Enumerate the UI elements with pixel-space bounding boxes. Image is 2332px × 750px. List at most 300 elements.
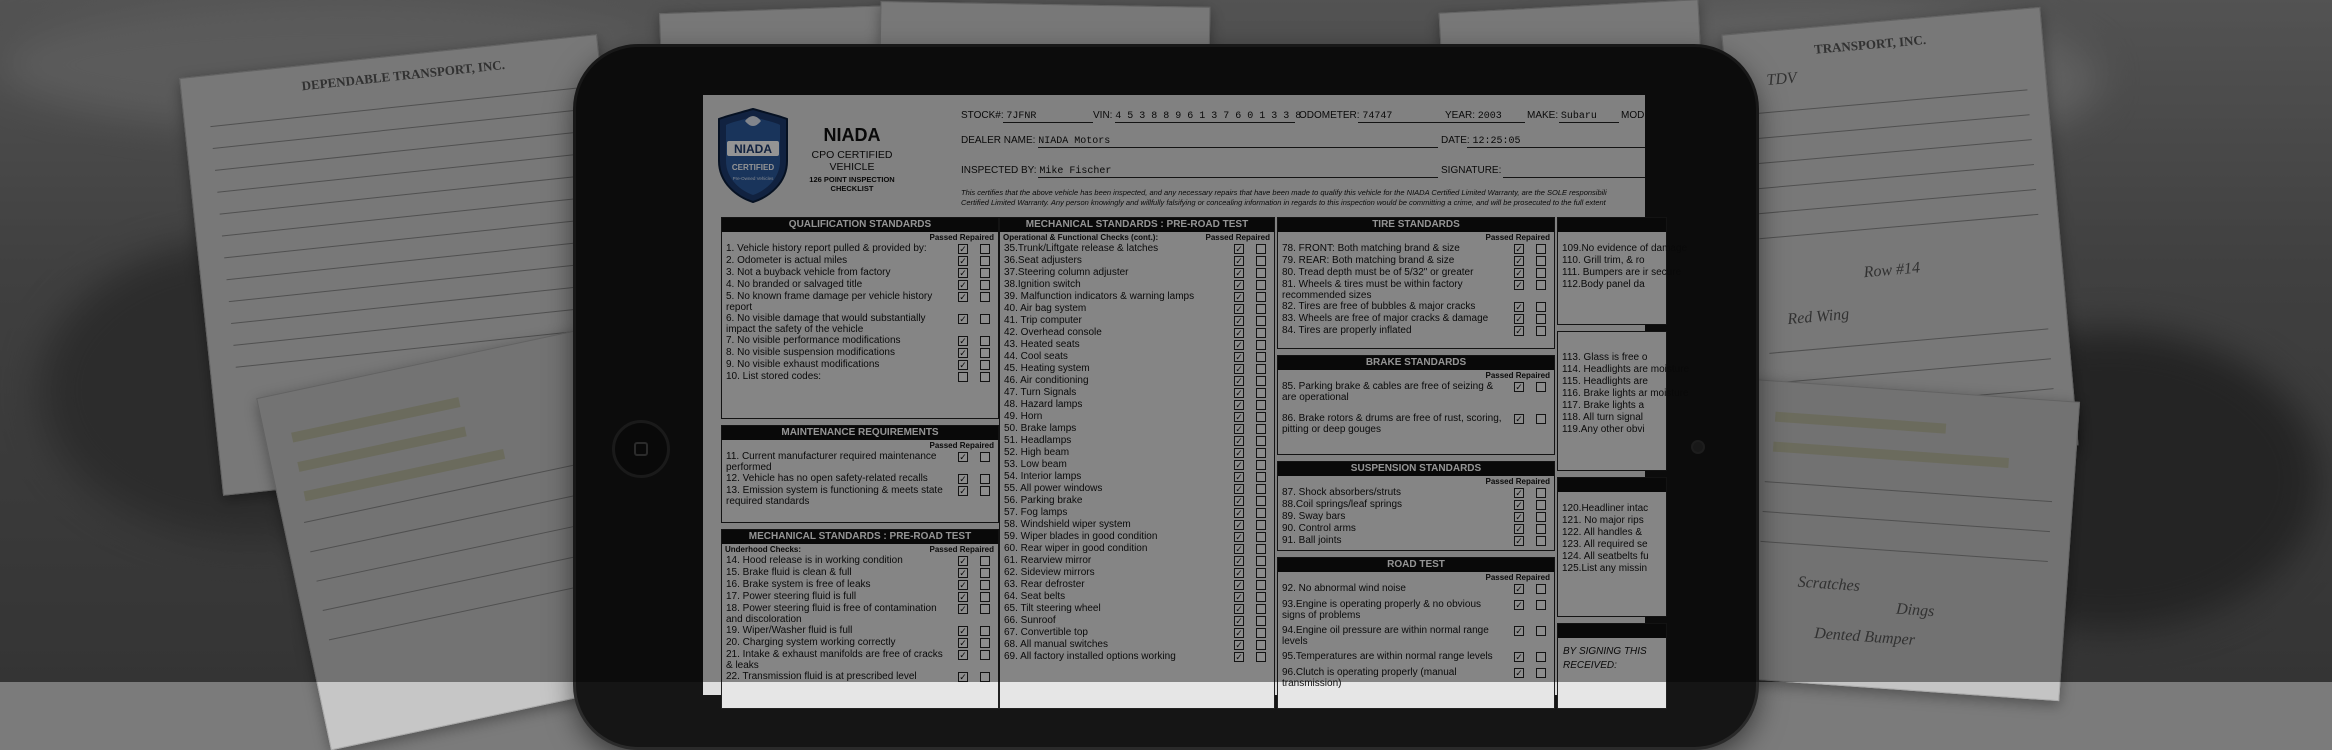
checklist-item-label: 78. FRONT: Both matching brand & size	[1282, 243, 1460, 254]
passed-checkbox[interactable]: ✓	[1235, 424, 1243, 434]
repaired-checkbox[interactable]	[980, 348, 990, 358]
repaired-checkbox[interactable]	[1256, 376, 1266, 386]
checklist-item	[1278, 381, 1554, 403]
passed-checkbox[interactable]: ✓	[959, 360, 967, 370]
repaired-checkbox[interactable]	[980, 580, 990, 590]
checklist-item-label: 37.Steering column adjuster	[1004, 267, 1129, 278]
repaired-checkbox[interactable]	[980, 650, 990, 660]
handwriting-note: TDV	[1765, 69, 1798, 89]
repaired-checkbox[interactable]	[980, 556, 990, 566]
passed-checkbox[interactable]: ✓	[1235, 628, 1243, 638]
checklist-item	[1000, 459, 1274, 471]
repaired-checkbox[interactable]	[1536, 512, 1546, 522]
repaired-checkbox[interactable]	[1536, 280, 1546, 290]
checklist-item-label: 7. No visible performance modifications	[726, 335, 901, 346]
passed-checkbox[interactable]: ✓	[1235, 388, 1243, 398]
repaired-checkbox[interactable]	[1536, 584, 1546, 594]
passed-checkbox[interactable]: ✓	[1235, 556, 1243, 566]
passed-checkbox[interactable]: ✓	[959, 604, 967, 614]
repaired-checkbox[interactable]	[980, 638, 990, 648]
repaired-checkbox[interactable]	[980, 568, 990, 578]
checklist-item	[722, 567, 998, 579]
section-title: QUALIFICATION STANDARDS	[722, 218, 998, 232]
repaired-checkbox[interactable]	[1536, 314, 1546, 324]
dealer-value[interactable]: NIADA Motors	[1038, 136, 1111, 147]
checklist-item-label: 86. Brake rotors & drums are free of rust, scoring, pitting or deep gouges	[1282, 413, 1502, 435]
passed-checkbox[interactable]: ✓	[1515, 488, 1523, 498]
repaired-checkbox[interactable]	[1256, 616, 1266, 626]
checklist-item	[1000, 579, 1274, 591]
passed-checkbox[interactable]: ✓	[959, 486, 967, 496]
passed-checkbox[interactable]: ✓	[1515, 280, 1523, 290]
section-subtitle: Underhood Checks:	[725, 545, 802, 554]
passed-checkbox[interactable]	[958, 372, 968, 382]
checklist-item	[1278, 325, 1554, 337]
checklist-item	[1558, 243, 1688, 255]
repaired-checkbox[interactable]	[1256, 352, 1266, 362]
repaired-checkbox[interactable]	[1256, 280, 1266, 290]
passed-checkbox[interactable]: ✓	[1515, 536, 1523, 546]
passed-checkbox[interactable]: ✓	[1235, 328, 1243, 338]
checklist-item-label: 62. Sideview mirrors	[1004, 567, 1095, 578]
checklist-item	[1278, 243, 1554, 255]
passed-checkbox[interactable]: ✓	[1235, 652, 1243, 662]
checklist-item-label: 4. No branded or salvaged title	[726, 279, 863, 290]
checklist-item-label: 52. High beam	[1004, 447, 1070, 458]
passed-checkbox[interactable]: ✓	[959, 244, 967, 254]
checklist-item	[1000, 651, 1274, 663]
checklist-item-label: 40. Air bag system	[1004, 303, 1087, 314]
checklist-item-label: 53. Low beam	[1004, 459, 1067, 470]
passed-checkbox[interactable]: ✓	[1235, 472, 1243, 482]
passed-checkbox[interactable]: ✓	[1515, 256, 1523, 266]
repaired-checkbox[interactable]	[1256, 328, 1266, 338]
passed-checkbox[interactable]: ✓	[1515, 512, 1523, 522]
checklist-item	[722, 637, 998, 649]
checklist-item-label: 6. No visible damage that would substantially impact the safety of the vehicle	[726, 313, 926, 335]
handwriting-note: Scratches	[1797, 573, 1861, 595]
checklist-item-label: 115. Headlights are	[1562, 376, 1648, 387]
checklist-item	[1278, 599, 1554, 621]
passed-checkbox[interactable]: ✓	[1515, 244, 1523, 254]
repaired-checkbox[interactable]	[1256, 244, 1266, 254]
section-title: BRAKE STANDARDS	[1278, 356, 1554, 370]
logo-text-certified: CERTIFIED	[731, 163, 775, 172]
passed-checkbox[interactable]: ✓	[1235, 544, 1243, 554]
passed-checkbox[interactable]: ✓	[959, 638, 967, 648]
checklist-item	[1000, 531, 1274, 543]
passed-checkbox[interactable]: ✓	[1235, 256, 1243, 266]
checklist-item	[1000, 603, 1274, 615]
repaired-checkbox[interactable]	[980, 336, 990, 346]
checklist-item	[1000, 255, 1274, 267]
checklist-item	[1000, 435, 1274, 447]
passed-checkbox[interactable]: ✓	[1235, 640, 1243, 650]
passed-checkbox[interactable]: ✓	[1515, 268, 1523, 278]
passed-checkbox[interactable]: ✓	[1235, 532, 1243, 542]
passed-checkbox[interactable]: ✓	[1515, 600, 1523, 610]
passed-checkbox[interactable]: ✓	[1235, 400, 1243, 410]
repaired-checkbox[interactable]	[1256, 508, 1266, 518]
passed-checkbox[interactable]: ✓	[959, 268, 967, 278]
repaired-checkbox[interactable]	[1536, 244, 1546, 254]
checklist-item	[722, 603, 998, 625]
passed-checkbox[interactable]: ✓	[1515, 302, 1523, 312]
checklist-item-label: 8. No visible suspension modifications	[726, 347, 895, 358]
date-value[interactable]: 12:25:05	[1472, 136, 1521, 147]
checklist-item-label: 92. No abnormal wind noise	[1282, 583, 1406, 594]
checklist-item-label: 60. Rear wiper in good condition	[1004, 543, 1148, 554]
repaired-checkbox[interactable]	[980, 292, 990, 302]
repaired-checkbox[interactable]	[1256, 292, 1266, 302]
tablet-screen	[703, 95, 1690, 695]
checklist-item	[722, 267, 998, 279]
checklist-item	[1278, 535, 1554, 547]
passed-checkbox[interactable]: ✓	[1235, 568, 1243, 578]
checklist-item-label: 67. Convertible top	[1004, 627, 1088, 638]
repaired-checkbox[interactable]	[1536, 600, 1546, 610]
repaired-checkbox[interactable]	[1536, 536, 1546, 546]
repaired-checkbox[interactable]	[1256, 520, 1266, 530]
repaired-checkbox[interactable]	[1536, 652, 1546, 662]
passed-repaired-header: Passed Repaired	[1205, 233, 1270, 242]
checklist-item-label: 36.Seat adjusters	[1004, 255, 1082, 266]
repaired-checkbox[interactable]	[980, 452, 990, 462]
qualification-standards-section	[721, 217, 999, 419]
passed-checkbox[interactable]: ✓	[1235, 616, 1243, 626]
repaired-checkbox[interactable]	[1256, 340, 1266, 350]
repaired-checkbox[interactable]	[1256, 256, 1266, 266]
checklist-item-label: 19. Wiper/Washer fluid is full	[726, 625, 853, 636]
checklist-item-label: 95.Temperatures are within normal range levels	[1282, 651, 1493, 662]
checklist-item-label: 42. Overhead console	[1004, 327, 1102, 338]
repaired-checkbox[interactable]	[980, 244, 990, 254]
repaired-checkbox[interactable]	[1256, 640, 1266, 650]
checklist-item-label: 16. Brake system is free of leaks	[726, 579, 871, 590]
tire-standards-section	[1277, 217, 1555, 349]
checklist-item	[1000, 363, 1274, 375]
checklist-item-label: 122. All handles &	[1562, 527, 1643, 538]
passed-repaired-header: Passed Repaired	[1485, 233, 1550, 242]
passed-checkbox[interactable]: ✓	[1235, 580, 1243, 590]
section-title: MAINTENANCE REQUIREMENTS	[722, 426, 998, 440]
repaired-checkbox[interactable]	[1536, 256, 1546, 266]
checklist-item-label: 9. No visible exhaust modifications	[726, 359, 880, 370]
repaired-checkbox[interactable]	[980, 486, 990, 496]
inspection-checklist-form	[703, 95, 1690, 695]
checklist-item	[722, 243, 998, 255]
repaired-checkbox[interactable]	[1536, 524, 1546, 534]
checklist-item	[1000, 471, 1274, 483]
checklist-item	[1000, 483, 1274, 495]
checklist-item	[1000, 327, 1274, 339]
checklist-item-label: 48. Hazard lamps	[1004, 399, 1083, 410]
checklist-item	[1000, 351, 1274, 363]
checklist-item-label: 79. REAR: Both matching brand & size	[1282, 255, 1455, 266]
repaired-checkbox[interactable]	[1256, 580, 1266, 590]
checklist-item	[1000, 543, 1274, 555]
repaired-checkbox[interactable]	[1256, 268, 1266, 278]
repaired-checkbox[interactable]	[1256, 304, 1266, 314]
checklist-item	[722, 485, 998, 507]
repaired-checkbox[interactable]	[1536, 382, 1546, 392]
passed-checkbox[interactable]: ✓	[1235, 292, 1243, 302]
checklist-item-label: 66. Sunroof	[1004, 615, 1056, 626]
checklist-item-label: 41. Trip computer	[1004, 315, 1082, 326]
passed-checkbox[interactable]: ✓	[959, 292, 967, 302]
passed-checkbox[interactable]: ✓	[959, 314, 967, 324]
passed-checkbox[interactable]: ✓	[959, 626, 967, 636]
repaired-checkbox[interactable]	[1256, 604, 1266, 614]
passed-checkbox[interactable]: ✓	[959, 592, 967, 602]
checklist-item-label: 124. All seatbelts fu	[1562, 551, 1649, 562]
repaired-checkbox[interactable]	[1256, 412, 1266, 422]
repaired-checkbox[interactable]	[1536, 268, 1546, 278]
checklist-item-label: 118. All turn signal	[1562, 412, 1643, 423]
repaired-checkbox[interactable]	[980, 604, 990, 614]
checklist-item	[1000, 615, 1274, 627]
checklist-item-label: 12. Vehicle has no open safety-related recalls	[726, 473, 928, 484]
repaired-checkbox[interactable]	[1256, 424, 1266, 434]
checklist-item	[1278, 625, 1554, 647]
checklist-item-label: 87. Shock absorbers/struts	[1282, 487, 1401, 498]
repaired-checkbox[interactable]	[1256, 556, 1266, 566]
passed-checkbox[interactable]: ✓	[959, 348, 967, 358]
checklist-item	[1000, 303, 1274, 315]
odometer-field	[1299, 110, 1392, 122]
passed-checkbox[interactable]: ✓	[959, 474, 967, 484]
repaired-checkbox[interactable]	[1536, 414, 1546, 424]
passed-checkbox[interactable]: ✓	[1235, 364, 1243, 374]
signature-field	[1441, 165, 1501, 176]
mechanical-standards-functional-section	[999, 217, 1275, 709]
repaired-checkbox[interactable]	[1256, 316, 1266, 326]
checklist-item	[1000, 567, 1274, 579]
checklist-item-label: 59. Wiper blades in good condition	[1004, 531, 1158, 542]
inspected-by-value[interactable]: Mike Fischer	[1039, 166, 1112, 177]
checklist-item	[1000, 315, 1274, 327]
date-field	[1441, 135, 1521, 147]
make-value[interactable]: Subaru	[1560, 111, 1597, 122]
repaired-checkbox[interactable]	[1536, 326, 1546, 336]
tablet-home-button[interactable]	[612, 420, 670, 478]
repaired-checkbox[interactable]	[1536, 302, 1546, 312]
signing-section	[1557, 623, 1667, 709]
handwriting-note: Row #14	[1862, 259, 1921, 282]
passed-checkbox[interactable]: ✓	[1515, 626, 1523, 636]
repaired-checkbox[interactable]	[980, 360, 990, 370]
passed-checkbox[interactable]: ✓	[1235, 268, 1243, 278]
checklist-item-label: 38.Ignition switch	[1004, 279, 1081, 290]
checklist-item-label: 109.No evidence of damage	[1562, 243, 1688, 254]
passed-checkbox[interactable]: ✓	[1235, 484, 1243, 494]
passed-checkbox[interactable]: ✓	[1235, 520, 1243, 530]
repaired-checkbox[interactable]	[980, 474, 990, 484]
passed-checkbox[interactable]: ✓	[1235, 244, 1243, 254]
passed-checkbox[interactable]: ✓	[959, 672, 967, 682]
checklist-item-label: 120.Headliner intac	[1562, 503, 1649, 514]
passed-checkbox[interactable]: ✓	[1515, 326, 1523, 336]
checklist-item	[722, 591, 998, 603]
repaired-checkbox[interactable]	[980, 672, 990, 682]
repaired-checkbox[interactable]	[1256, 460, 1266, 470]
handwriting-note: Dented Bumper	[1813, 624, 1916, 649]
passed-checkbox[interactable]: ✓	[1515, 414, 1523, 424]
year-value[interactable]: 2003	[1477, 111, 1502, 122]
brand-name: NIADA	[823, 125, 881, 145]
checklist-item-label: 20. Charging system working correctly	[726, 637, 896, 648]
passed-checkbox[interactable]: ✓	[1515, 382, 1523, 392]
logo-text-niada: NIADA	[734, 142, 772, 156]
passed-checkbox[interactable]: ✓	[1235, 604, 1243, 614]
repaired-checkbox[interactable]	[980, 268, 990, 278]
repaired-checkbox[interactable]	[1536, 500, 1546, 510]
passed-checkbox[interactable]: ✓	[959, 336, 967, 346]
checklist-item-label: 1. Vehicle history report pulled & provided by:	[726, 243, 927, 254]
checklist-item	[722, 671, 998, 683]
repaired-checkbox[interactable]	[1256, 364, 1266, 374]
passed-checkbox[interactable]: ✓	[959, 568, 967, 578]
checklist-item	[1000, 243, 1274, 255]
passed-checkbox[interactable]: ✓	[1235, 376, 1243, 386]
checklist-item-label: 35.Trunk/Liftgate release & latches	[1004, 243, 1159, 254]
passed-checkbox[interactable]: ✓	[1515, 524, 1523, 534]
repaired-checkbox[interactable]	[1256, 472, 1266, 482]
checklist-item	[1278, 583, 1554, 595]
vin-field	[1093, 110, 1301, 122]
passed-checkbox[interactable]: ✓	[1235, 460, 1243, 470]
passed-checkbox[interactable]: ✓	[1515, 314, 1523, 324]
checklist-item-label: 55. All power windows	[1004, 483, 1103, 494]
checklist-item	[1000, 423, 1274, 435]
make-label: MAKE:	[1527, 110, 1559, 121]
checklist-item	[1558, 376, 1666, 388]
background-form-right-lower	[1730, 379, 2080, 701]
section-subtitle: Operational & Functional Checks (cont.):	[1003, 233, 1159, 242]
repaired-checkbox[interactable]	[1256, 484, 1266, 494]
passed-checkbox[interactable]: ✓	[959, 650, 967, 660]
section-title: MECHANICAL STANDARDS : PRE-ROAD TEST	[1000, 218, 1274, 232]
repaired-checkbox[interactable]	[1256, 652, 1266, 662]
passed-checkbox[interactable]: ✓	[1235, 316, 1243, 326]
checklist-item	[722, 335, 998, 347]
repaired-checkbox[interactable]	[1256, 592, 1266, 602]
maintenance-requirements-section	[721, 425, 999, 523]
passed-checkbox[interactable]: ✓	[959, 580, 967, 590]
checklist-item-label: 58. Windshield wiper system	[1004, 519, 1131, 530]
repaired-checkbox[interactable]	[980, 280, 990, 290]
passed-checkbox[interactable]: ✓	[1235, 280, 1243, 290]
inspected-by-label: INSPECTED BY:	[961, 165, 1037, 176]
passed-checkbox[interactable]: ✓	[959, 280, 967, 290]
repaired-checkbox[interactable]	[1256, 628, 1266, 638]
repaired-checkbox[interactable]	[1256, 388, 1266, 398]
repaired-checkbox[interactable]	[1256, 568, 1266, 578]
passed-checkbox[interactable]: ✓	[1235, 304, 1243, 314]
passed-checkbox[interactable]: ✓	[1235, 340, 1243, 350]
checklist-item	[1558, 515, 1666, 527]
section-title	[1558, 478, 1666, 492]
checklist-item	[1000, 495, 1274, 507]
model-field	[1621, 110, 1644, 121]
passed-checkbox[interactable]: ✓	[1235, 496, 1243, 506]
checklist-item	[1558, 364, 1690, 376]
checklist-item-label: 57. Fog lamps	[1004, 507, 1068, 518]
repaired-checkbox[interactable]	[1536, 668, 1546, 678]
checklist-item	[1558, 503, 1666, 515]
repaired-checkbox[interactable]	[1256, 448, 1266, 458]
checklist-item-label: 89. Sway bars	[1282, 511, 1346, 522]
passed-checkbox[interactable]: ✓	[1235, 592, 1243, 602]
repaired-checkbox[interactable]	[980, 256, 990, 266]
section-title: TIRE STANDARDS	[1278, 218, 1554, 232]
checklist-item	[1000, 447, 1274, 459]
checklist-item	[1558, 527, 1666, 539]
checklist-item-label: 94.Engine oil pressure are within normal range levels	[1282, 625, 1489, 647]
repaired-checkbox[interactable]	[1256, 496, 1266, 506]
checklist-item-label: 61. Rearview mirror	[1004, 555, 1092, 566]
passed-checkbox[interactable]: ✓	[1515, 668, 1523, 678]
checklist-item	[1558, 267, 1682, 279]
passed-checkbox[interactable]: ✓	[1515, 652, 1523, 662]
repaired-checkbox[interactable]	[1536, 488, 1546, 498]
repaired-checkbox[interactable]	[1256, 436, 1266, 446]
passed-checkbox[interactable]: ✓	[959, 256, 967, 266]
checklist-item-label: 17. Power steering fluid is full	[726, 591, 857, 602]
checklist-item-label: 84. Tires are properly inflated	[1282, 325, 1412, 336]
repaired-checkbox[interactable]	[980, 592, 990, 602]
mechanical-standards-underhood-section	[721, 529, 999, 709]
passed-checkbox[interactable]: ✓	[1235, 412, 1243, 422]
repaired-checkbox[interactable]	[980, 314, 990, 324]
passed-checkbox[interactable]: ✓	[1515, 584, 1523, 594]
road-test-section	[1277, 557, 1555, 709]
repaired-checkbox[interactable]	[1256, 544, 1266, 554]
repaired-checkbox[interactable]	[980, 626, 990, 636]
repaired-checkbox[interactable]	[980, 372, 990, 382]
stock-value[interactable]: 7JFNR	[1006, 111, 1037, 122]
passed-checkbox[interactable]: ✓	[1515, 500, 1523, 510]
passed-checkbox[interactable]: ✓	[1235, 448, 1243, 458]
checklist-item	[1278, 301, 1554, 313]
suspension-standards-section	[1277, 461, 1555, 551]
checklist-item-label: 54. Interior lamps	[1004, 471, 1082, 482]
checklist-item	[1278, 523, 1554, 535]
passed-checkbox[interactable]: ✓	[959, 452, 967, 462]
passed-checkbox[interactable]: ✓	[1235, 436, 1243, 446]
passed-checkbox[interactable]: ✓	[1235, 508, 1243, 518]
odometer-value[interactable]: 74747	[1362, 111, 1393, 122]
repaired-checkbox[interactable]	[1256, 532, 1266, 542]
passed-repaired-header: Passed Repaired	[929, 545, 994, 554]
checklist-item-label: 68. All manual switches	[1004, 639, 1108, 650]
checklist-item-label: 50. Brake lamps	[1004, 423, 1077, 434]
checklist-item	[1000, 627, 1274, 639]
checklist-item	[1000, 591, 1274, 603]
passed-checkbox[interactable]: ✓	[959, 556, 967, 566]
odometer-label: ODOMETER:	[1299, 110, 1360, 121]
brand-block	[797, 125, 907, 193]
checklist-item-label: 82. Tires are free of bubbles & major cracks	[1282, 301, 1476, 312]
checklist-item	[1000, 339, 1274, 351]
checklist-item	[722, 279, 998, 291]
stock-field	[961, 110, 1036, 122]
checklist-item-label: 49. Horn	[1004, 411, 1043, 422]
vin-value[interactable]: 4 5 3 8 8 9 6 1 3 7 6 0 1 3 3 8	[1115, 111, 1302, 122]
repaired-checkbox[interactable]	[1536, 626, 1546, 636]
passed-checkbox[interactable]: ✓	[1235, 352, 1243, 362]
repaired-checkbox[interactable]	[1256, 400, 1266, 410]
